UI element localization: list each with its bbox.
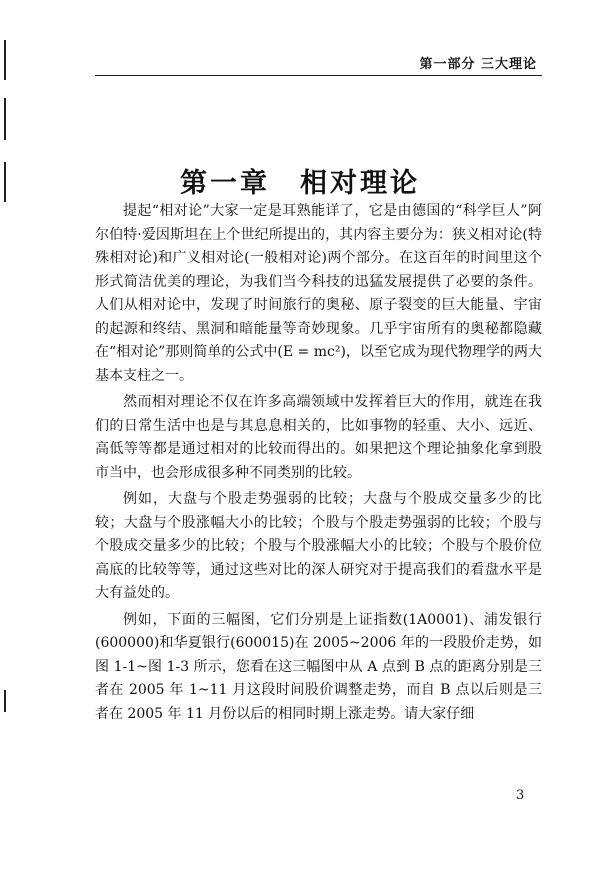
- header-rule: [95, 75, 542, 76]
- paragraph-daily-life: 然而相对理论不仅在许多高端领域中发挥着巨大的作用，就连在我们的日常生活中也是与其息息相关的，比如事物的轻重、大小、远近、高低等等都是通过相对的比较而得出的。如果把这个理论抽象化拿到股市当中，也会形成很多种不同类别的比较。: [95, 394, 542, 481]
- paragraph-intro: 提起“相对论”大家一定是耳熟能详了，它是由德国的“科学巨人”阿尔伯特·爱因斯坦在上个世纪所提出的，其内容主要分为：狭义相对论(特殊相对论)和广义相对论(一般相对论)两个部分。在这百年的时间里这个形式简洁优美的理论，为我们当今科技的迅猛发展提供了必要的条件。人们从相对论中，发现了时间旅行的奥秘、原子裂变的巨大能量、宇宙的起源和终结、黑洞和暗能量等奇妙现象。几乎宇宙所有的奥秘都隐藏在“相对论”那则简单的公式中(E = mc²)，以至它成为现代物理学的两大基本支柱之一。: [95, 203, 542, 384]
- page-number: 3: [516, 788, 525, 803]
- paragraph-examples: 例如，下面的三幅图，它们分别是上证指数(1A0001)、浦发银行(600000)和华夏银行(600015)在 2005~2006 年的一段股价走势，如图 1-1~图 1-3 所示，您看在这三幅图中从 A 点到 B 点的距离分别是三者在 2005 年 1~11 月这段时间股价调整走势，而自 B 点以后则是三者在 2005 年 11 月份以后的相同时期上涨走势。请大家仔细: [95, 611, 542, 722]
- binding-edge-marks: [0, 0, 10, 871]
- paragraph-comparisons: 例如，大盘与个股走势强弱的比较；大盘与个股成交量多少的比较；大盘与个股涨幅大小的比较；个股与个股走势强弱的比较；个股与个股成交量多少的比较；个股与个股涨幅大小的比较；个股与个股价位高底的比较等等，通过这些对比的深人研究对于提高我们的看盘水平是大有益处的。: [95, 491, 542, 601]
- body-text: [95, 200, 542, 729]
- running-header: 第一部分 三大理论: [419, 57, 537, 72]
- chapter-title: 第一章 相对理论: [180, 168, 420, 200]
